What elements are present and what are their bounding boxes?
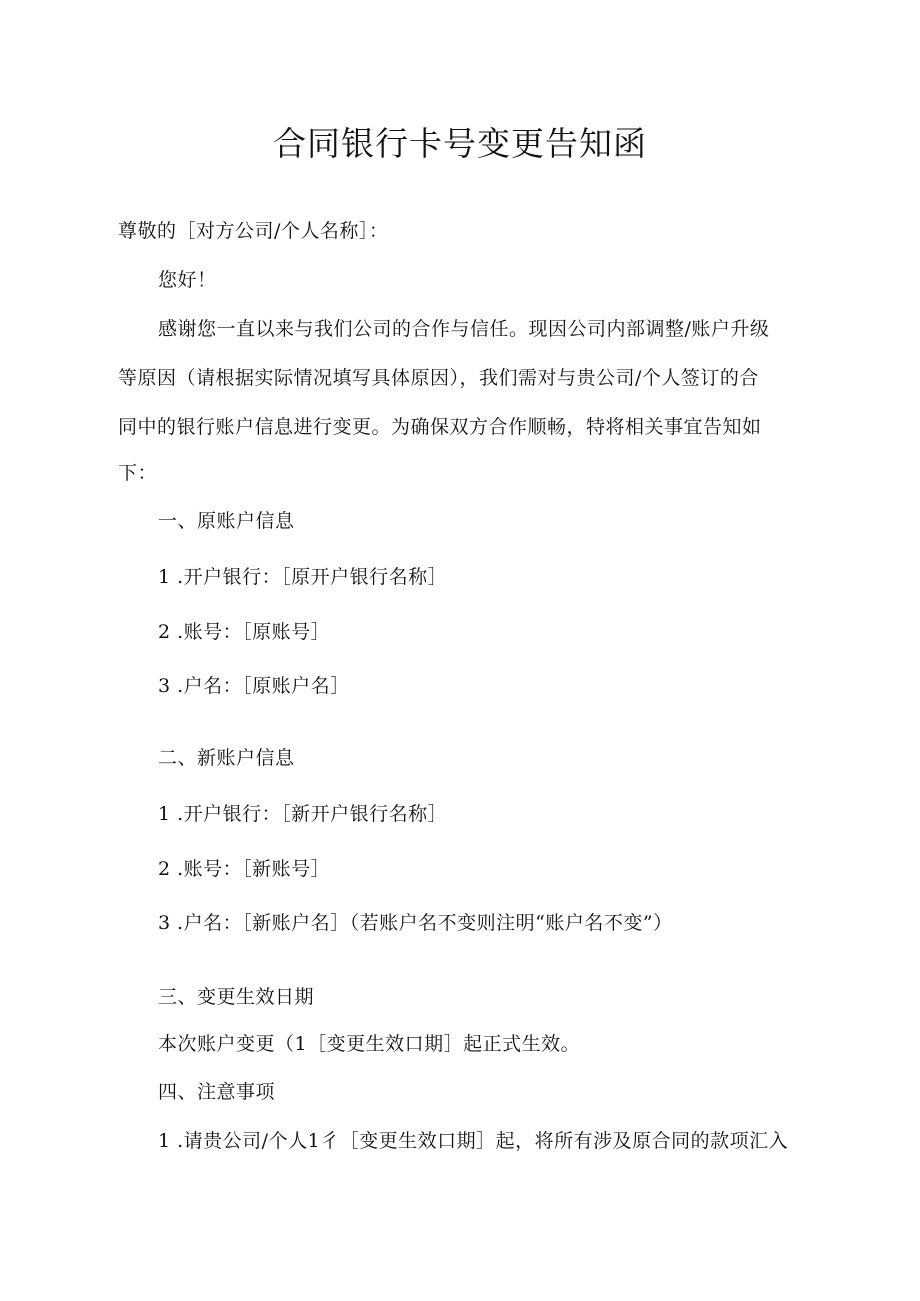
new-bank-item: 1 .开户银行：［新开户银行名称］ [158,803,448,825]
section-heading-original-account: 一、原账户信息 [158,510,295,532]
salutation: 尊敬的［对方公司/个人名称］： [118,220,389,242]
intro-line-4: 下： [118,462,158,484]
section-heading-notes: 四、注意事项 [158,1081,276,1103]
original-bank-item: 1 .开户银行：［原开户银行名称］ [158,566,448,588]
original-account-name-item: 3 .户名：［原账户名］ [158,675,350,697]
original-account-number-item: 2 .账号：［原账号］ [158,621,331,643]
new-account-number-item: 2 .账号：［新账号］ [158,858,331,880]
intro-line-2: 等原因（请根据实际情况填写具体原因），我们需对与贵公司/个人签订的合 [118,367,759,389]
document-title: 合同银行卡号变更告知函 [273,124,647,163]
effective-date-text: 本次账户变更（1［变更生效口期］起正式生效。 [158,1033,581,1055]
new-account-name-item: 3 .户名：［新账户名］（若账户名不变则注明“账户名不变”） [158,912,673,934]
section-heading-new-account: 二、新账户信息 [158,747,295,769]
section-heading-effective-date: 三、变更生效日期 [158,986,315,1008]
intro-line-3: 同中的银行账户信息进行变更。为确保双方合作顺畅，特将相关事宜告知如 [118,416,762,438]
notes-item-1: 1 .请贵公司/个人1彳［变更生效口期］起，将所有涉及原合同的款项汇入 [158,1130,789,1152]
greeting: 您好！ [158,269,217,291]
intro-line-1: 感谢您一直以来与我们公司的合作与信任。现因公司内部调整/账户升级 [158,318,770,340]
